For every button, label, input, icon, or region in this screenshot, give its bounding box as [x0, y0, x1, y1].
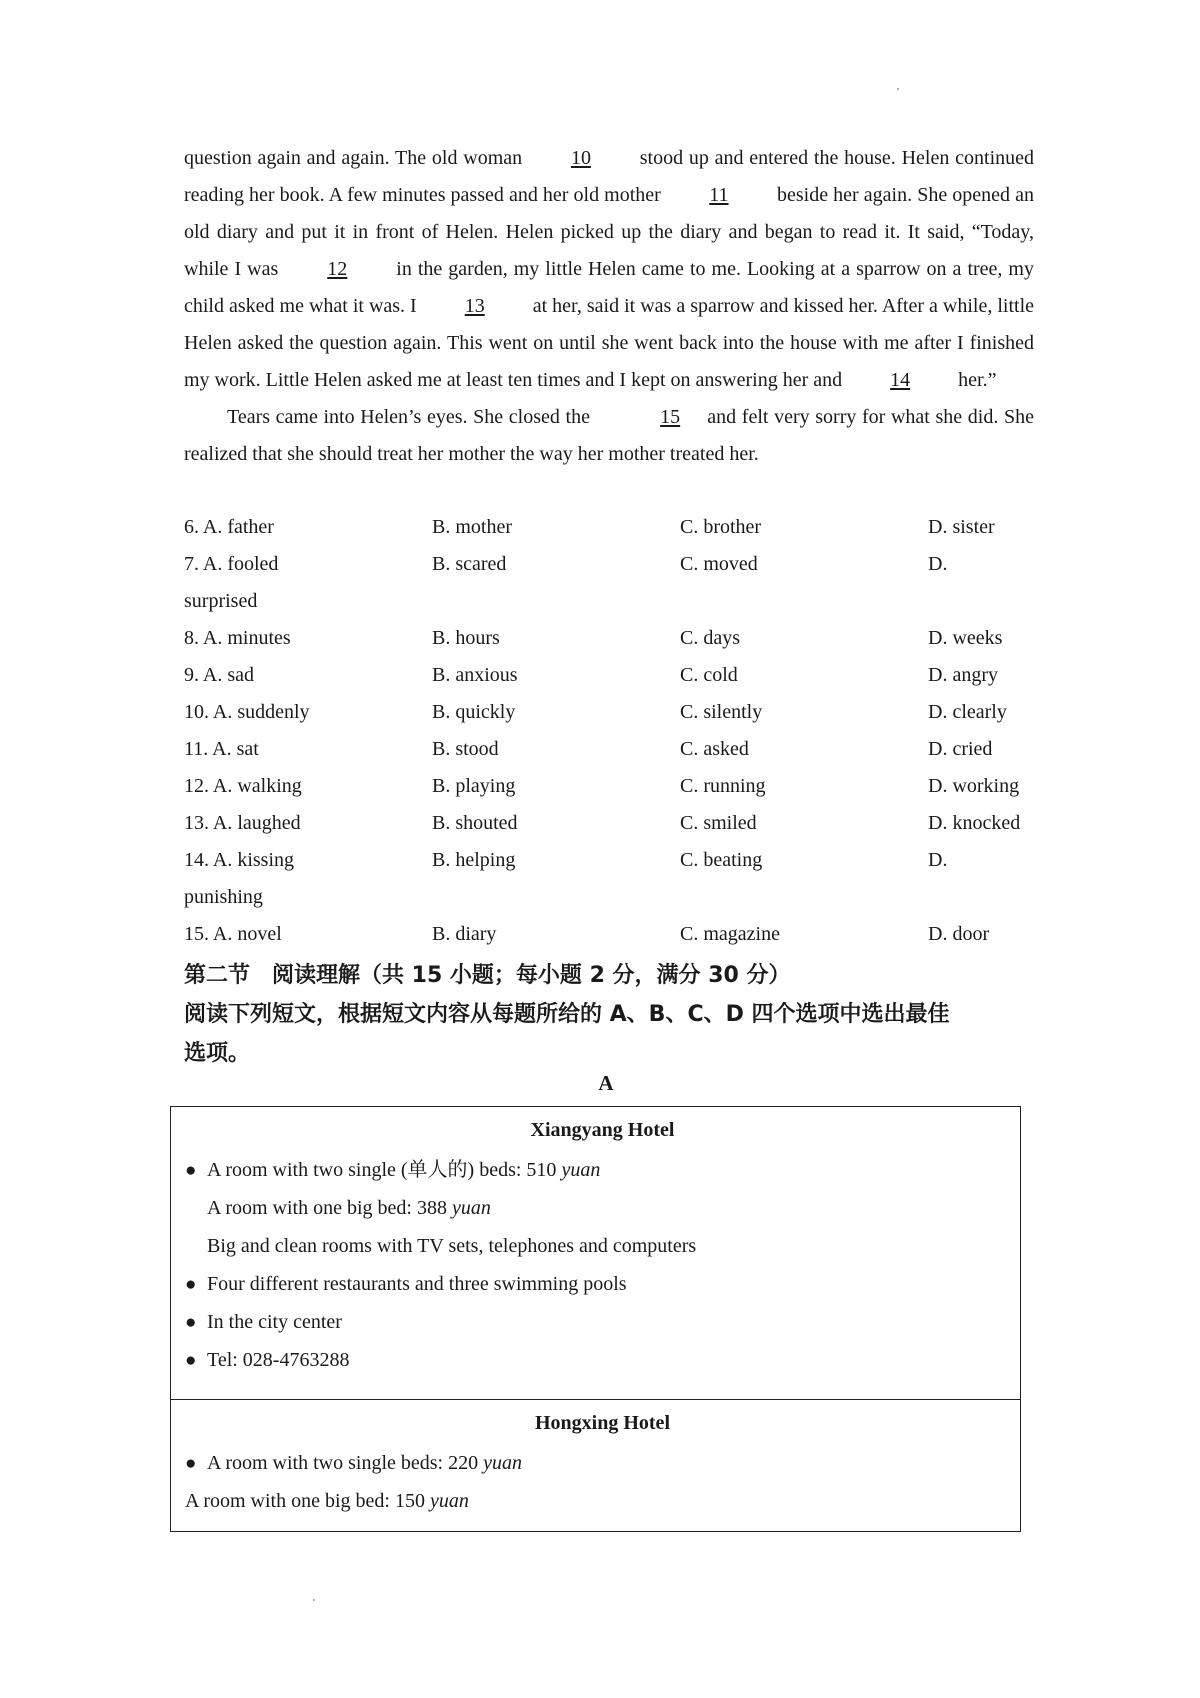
option-row-10: [184, 694, 1034, 731]
hotel-ad-table: [170, 1106, 1021, 1532]
option-b[interactable]: B. quickly: [432, 701, 516, 723]
ad-line: [185, 1341, 1020, 1379]
passage-text: Tears came into Helen’s eyes. She closed the: [227, 406, 596, 428]
option-a[interactable]: 9. A. sad: [184, 664, 254, 686]
option-c[interactable]: C. running: [680, 775, 766, 797]
option-a[interactable]: 13. A. laughed: [184, 812, 301, 834]
option-b[interactable]: B. helping: [432, 849, 516, 871]
option-row-11: [184, 731, 1034, 768]
option-d[interactable]: D.: [928, 849, 948, 871]
option-d[interactable]: D. working: [928, 775, 1020, 797]
hotel-section-xiangyang: [171, 1107, 1020, 1400]
passage-text: at her, said it was a sparrow and kissed her. After a while, little Helen asked the question again. This went on until she went back into the house with me after I finished my work. Little Helen asked me at least ten times and I kept on answering her and: [184, 295, 1034, 391]
cloze-passage: [184, 140, 1034, 473]
option-b[interactable]: B. stood: [432, 738, 499, 760]
option-d-wrap[interactable]: punishing: [184, 886, 263, 908]
bullet-icon: ●: [185, 1160, 197, 1181]
option-a[interactable]: 6. A. father: [184, 516, 274, 538]
option-c[interactable]: C. silently: [680, 701, 763, 723]
option-row-7: [184, 546, 1034, 583]
passage-text: her.”: [953, 369, 997, 391]
ad-line: [185, 1303, 1020, 1341]
option-d[interactable]: D. clearly: [928, 701, 1007, 723]
passage-text: beside her again. She opened an old diary and put it in front of Helen. Helen picked up the diary and began to read it. It said, “Today, while I was: [184, 184, 1034, 280]
passage-paragraph-1: [184, 140, 1034, 399]
hotel-section-hongxing: [171, 1400, 1020, 1520]
bullet-icon: ●: [185, 1350, 197, 1371]
ad-line: [185, 1444, 1020, 1482]
passage-letter: A: [598, 1071, 614, 1095]
section-instruction: 阅读下列短文，根据短文内容从每题所给的 A、B、C、D 四个选项中选出最佳: [184, 1002, 950, 1027]
option-d[interactable]: D. weeks: [928, 627, 1003, 649]
option-b[interactable]: B. mother: [432, 516, 512, 538]
scan-speck-bottom: [313, 1599, 315, 1601]
ad-text: Tel: 028-4763288: [207, 1349, 350, 1371]
option-row-6: [184, 509, 1034, 546]
option-d-wrap[interactable]: surprised: [184, 590, 258, 612]
hotel-name: Hongxing Hotel: [534, 1412, 670, 1434]
ad-line: [185, 1189, 1020, 1227]
ad-line: [185, 1151, 1020, 1189]
option-c[interactable]: C. magazine: [680, 923, 780, 945]
blank-13: 13: [464, 295, 485, 317]
blank-15: 15: [660, 406, 681, 428]
hotel-name: Xiangyang Hotel: [530, 1119, 675, 1141]
ad-unit: yuan: [483, 1452, 522, 1474]
scan-speck-top: [897, 88, 899, 90]
option-c[interactable]: C. asked: [680, 738, 749, 760]
cloze-options: [184, 509, 1034, 953]
bullet-icon: ●: [185, 1453, 197, 1474]
option-a[interactable]: 11. A. sat: [184, 738, 259, 760]
option-c[interactable]: C. days: [680, 627, 740, 649]
option-row-14: [184, 842, 1034, 879]
section-heading: [184, 956, 1034, 1073]
option-c[interactable]: C. smiled: [680, 812, 757, 834]
bullet-icon: ●: [185, 1274, 197, 1295]
option-row-15: [184, 916, 1034, 953]
passage-text: and felt very sorry for what she did. She realized that she should treat her mother the way her mother treated her.: [184, 406, 1034, 465]
option-c[interactable]: C. moved: [680, 553, 758, 575]
option-row-8: [184, 620, 1034, 657]
ad-text: A room with two single (单人的) beds: 510: [207, 1159, 562, 1181]
option-a[interactable]: 12. A. walking: [184, 775, 302, 797]
option-d[interactable]: D. angry: [928, 664, 998, 686]
option-d[interactable]: D. sister: [928, 516, 995, 538]
option-a[interactable]: 15. A. novel: [184, 923, 282, 945]
blank-10: 10: [570, 147, 591, 169]
option-d[interactable]: D.: [928, 553, 948, 575]
ad-line: [185, 1265, 1020, 1303]
option-c[interactable]: C. brother: [680, 516, 762, 538]
blank-12: 12: [327, 258, 348, 280]
ad-line: Big and clean rooms with TV sets, telephones and computers: [207, 1235, 697, 1257]
option-row-13: [184, 805, 1034, 842]
option-b[interactable]: B. shouted: [432, 812, 518, 834]
option-a[interactable]: 10. A. suddenly: [184, 701, 310, 723]
passage-paragraph-2: [184, 399, 1034, 473]
ad-unit: yuan: [561, 1159, 601, 1181]
ad-text: A room with two single beds: 220: [207, 1452, 484, 1474]
option-d[interactable]: D. cried: [928, 738, 993, 760]
ad-text: A room with one big bed: 388: [207, 1197, 452, 1219]
option-b[interactable]: B. diary: [432, 923, 497, 945]
option-row-12: [184, 768, 1034, 805]
ad-unit: yuan: [451, 1197, 491, 1219]
option-a[interactable]: 7. A. fooled: [184, 553, 279, 575]
option-b[interactable]: B. playing: [432, 775, 516, 797]
ad-text: In the city center: [207, 1311, 342, 1333]
ad-text: Four different restaurants and three swimming pools: [207, 1273, 627, 1295]
option-d[interactable]: D. door: [928, 923, 990, 945]
option-b[interactable]: B. scared: [432, 553, 507, 575]
passage-text: in the garden, my little Helen came to me. Looking at a sparrow on a tree, my child asked me what it was. I: [184, 258, 1034, 317]
section-title: 第二节 阅读理解（共 15 小题；每小题 2 分，满分 30 分）: [184, 963, 791, 988]
blank-11: 11: [709, 184, 729, 206]
option-c[interactable]: C. cold: [680, 664, 738, 686]
passage-text: stood up and entered the house. Helen continued reading her book. A few minutes passed and her old mother: [184, 147, 1035, 206]
option-a[interactable]: 14. A. kissing: [184, 849, 295, 871]
blank-14: 14: [890, 369, 911, 391]
option-d[interactable]: D. knocked: [928, 812, 1021, 834]
ad-text: A room with one big bed: 150: [185, 1490, 430, 1512]
bullet-icon: ●: [185, 1312, 197, 1333]
passage-text: question again and again. The old woman: [184, 147, 528, 169]
section-instruction-cont: 选项。: [184, 1041, 251, 1066]
option-row-9: [184, 657, 1034, 694]
option-b[interactable]: B. anxious: [432, 664, 518, 686]
option-a[interactable]: 8. A. minutes: [184, 627, 291, 649]
option-b[interactable]: B. hours: [432, 627, 500, 649]
option-c[interactable]: C. beating: [680, 849, 763, 871]
ad-line: [185, 1482, 1020, 1520]
ad-unit: yuan: [429, 1490, 469, 1512]
